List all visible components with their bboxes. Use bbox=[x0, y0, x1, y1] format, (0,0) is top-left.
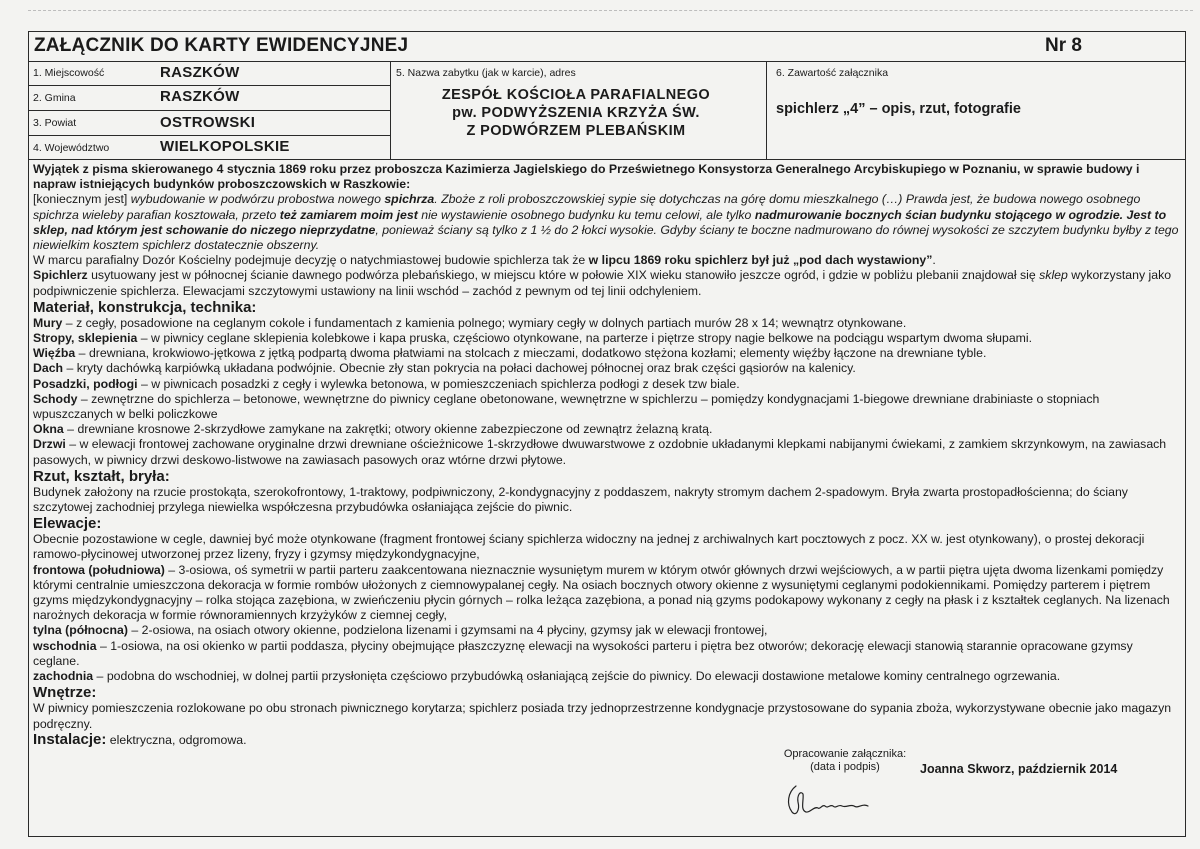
section-heading-material: Materiał, konstrukcja, technika: bbox=[33, 298, 257, 316]
instalacje-line: Instalacje: elektryczna, odgromowa. bbox=[33, 730, 247, 748]
section-heading-rzut: Rzut, kształt, bryła: bbox=[33, 467, 170, 485]
grid-line bbox=[390, 61, 391, 159]
material-item: Okna – drewniane krosnowe 2-skrzydłowe zamykane na zakrętki; otwory okienne zabezpieczone od zewnątrz żelazną kratą. bbox=[33, 422, 713, 437]
field-value-zawartosc: spichlerz „4” – opis, rzut, fotografie bbox=[776, 101, 1021, 117]
nazwa-line: Z PODWÓRZEM PLEBAŃSKIM bbox=[466, 123, 686, 139]
location-paragraph: Spichlerz usytuowany jest w północnej ścianie dawnego podwórza plebańskiego, w miejscu które w połowie XIX wieku stanowiło jeszcze ogród, i gdzie w pobliżu plebanii znajdował się sklep wykorzystany jako podpiwniczenie spichlerza. Elewacjami szczytowymi ustawiony na linii wschód – zachód z pewnym od tej linii odchyleniem. bbox=[33, 268, 1172, 298]
field-label-powiat: 3. Powiat bbox=[33, 117, 77, 129]
nazwa-line: ZESPÓŁ KOŚCIOŁA PARAFIALNEGO bbox=[441, 87, 711, 103]
wnetrze-paragraph: W piwnicy pomieszczenia rozlokowane po obu stronach piwnicznego korytarza; spichlerz posiada trzy jednoprzestrzenne kondygnacje przystosowane do sypania zboża, wykorzystywane obecnie jako magazyn podręczny. bbox=[33, 701, 1172, 731]
scan-edge-line bbox=[28, 10, 1193, 11]
material-item: Stropy, sklepienia – w piwnicy ceglane sklepienia kolebkowe i kapa pruska, częściowo otynkowane, na parterze i piętrze stropy nagie belkowe na podciągu wspartym dwoma słupami. bbox=[33, 331, 1033, 346]
grid-line bbox=[28, 159, 1186, 160]
material-item: Schody – zewnętrzne do spichlerza – betonowe, wewnętrzne do piwnicy ceglane obetonowane, wewnętrzne w spichlerzu – pomiędzy kondygnacjami 1-biegowe drewniane drabiniaste o stopniach wpuszczanych w belki policzkowe bbox=[33, 391, 1100, 422]
elewacja-item: wschodnia – 1-osiowa, na osi okienko w partii poddasza, płyciny obejmujące płaszczyznę elewacji na wysokości parteru i piętra bez otworów; dekorację elewacji stanowią starannie opracowane gzymsy ceglane. bbox=[33, 638, 1133, 668]
material-item: Drzwi – w elewacji frontowej zachowane oryginalne drzwi drewniane ościeżnicowe 1-skrzydłowe dwuwarstwowe z ozdobnie układanymi klepkami nabijanymi ćwiekami, z zamkiem skrzynkowym, na zawiasach pasowych, w piwnicy drzwi deskowo-listwowe na zawiasach pasowych oraz wtórne drzwi płytowe. bbox=[33, 437, 1167, 467]
field-label-nazwa: 5. Nazwa zabytku (jak w karcie), adres bbox=[396, 67, 576, 79]
elewacje-intro: Obecnie pozostawione w cegle, dawniej być może otynkowane (fragment frontowej ściany spichlerza widoczny na jednej z archiwalnych kart pocztowych z pocz. XX w. jest otynkowany), o prostej dekoracji ramowo-płycinowej utworzonej przez lizeny, fryzy i gzymsy międzykondygnacyjne, bbox=[33, 532, 1145, 562]
field-label-gmina: 2. Gmina bbox=[33, 92, 76, 104]
material-item: Więźba – drewniana, krokwiowo-jętkowa z jętką podpartą dwoma płatwiami na stolcach z mieczami, dodatkowo stężona kozłami; elementy więźby łączone na drewniane tyble. bbox=[33, 346, 987, 361]
document-title: ZAŁĄCZNIK DO KARTY EWIDENCYJNEJ bbox=[34, 35, 409, 56]
material-item: Dach – kryty dachówką karpiówką układana podwójnie. Obecnie zły stan pokrycia na połaci dachowej północnej oraz brak części gąsiorów na kalenicy. bbox=[33, 361, 856, 376]
material-item: Posadzki, podłogi – w piwnicach posadzki z cegły i wylewka betonowa, w pomieszczeniach spichlerza podłogi z desek tzw biale. bbox=[33, 376, 740, 391]
footer-label-line: Opracowanie załącznika: bbox=[783, 748, 907, 760]
footer-author: Joanna Skworz, październik 2014 bbox=[920, 762, 1118, 776]
section-heading-wnetrze: Wnętrze: bbox=[33, 684, 97, 702]
footer-label bbox=[780, 748, 910, 774]
document-body bbox=[33, 162, 1181, 748]
document-number: Nr 8 bbox=[1045, 35, 1082, 56]
intro-paragraph: Wyjątek z pisma skierowanego 4 stycznia 1869 roku przez proboszcza Kazimierza Jagielskiego do Prześwietnego Konsystorza Generalnego Arcybiskupiego w Poznaniu, w sprawie budowy i napraw istniejących budynków proboszczowskich w Raszkowie: bbox=[33, 162, 1140, 192]
footer-label-line: (data i podpis) bbox=[810, 761, 880, 773]
material-item: Mury – z cegły, posadowione na ceglanym cokole i fundamentach z kamienia polnego; wymiary cegły w dolnych partiach murów 28 x 14; wewnątrz otynkowane. bbox=[33, 315, 907, 330]
field-label-miejscowosc: 1. Miejscowość bbox=[33, 67, 105, 79]
field-label-wojewodztwo: 4. Województwo bbox=[33, 142, 110, 154]
field-value-nazwa bbox=[392, 86, 760, 140]
field-value-powiat: OSTROWSKI bbox=[160, 114, 256, 131]
field-value-miejscowosc: RASZKÓW bbox=[160, 64, 240, 81]
elewacja-item: zachodnia – podobna do wschodniej, w dolnej partii przysłonięta częściowo przybudówką osłaniającą zejście do piwnicy. Do elewacji dostawione metalowe kominy centralnego ogrzewania. bbox=[33, 669, 1061, 684]
grid-line bbox=[28, 110, 390, 111]
rzut-paragraph: Budynek założony na rzucie prostokąta, szerokofrontowy, 1-traktowy, podpiwniczony, 2-kondygnacyjny z poddaszem, nakryty stromym dachem 2-spadowym. Bryła zwarta prostopadłościenna; do ściany szczytowej zachodniej przylega niewielka współczesna przybudówka osłaniająca zejście do piwnic. bbox=[33, 484, 1128, 515]
grid-line bbox=[28, 135, 390, 136]
field-label-zawartosc: 6. Zawartość załącznika bbox=[776, 67, 889, 79]
elewacja-item: frontowa (południowa) – 3-osiowa, oś symetrii w partii parteru zaakcentowana nieznacznie wysuniętym murem w którym otwór głównych drzwi wejściowych, a w partii piętra ujęta dwoma lizenkami pomiędzy którymi centralnie umieszczona dekoracja w formie rombów ułożonych z ciemnowypalanej cegły. Na osiach bocznych otwory okienne z wysuniętymi ceglanymi podokiennikami. Pomiędzy parterem i piętrem gzyms międzykondygnacyjny – rolka stojąca zazębiona, w zwieńczeniu płycin górnych – rolka leżąca zazębiona, a ponad nią gzyms podokapowy wykonany z cegły na płask i z kształtek ceglanych. Na lizenach narożnych dekoracja w formie równoramiennych krzyżyków z ciemnej cegły, bbox=[33, 562, 1170, 623]
field-value-gmina: RASZKÓW bbox=[160, 88, 240, 105]
section-heading-elewacje: Elewacje: bbox=[33, 515, 102, 533]
grid-line bbox=[28, 61, 1186, 62]
elewacja-item: tylna (północna) – 2-osiowa, na osiach otwory okienne, podzielona lizenami i gzymsami na 4 płyciny, gzymsy jak w elewacji frontowej, bbox=[33, 623, 768, 638]
grid-line bbox=[766, 61, 767, 159]
signature bbox=[770, 782, 890, 820]
field-value-wojewodztwo: WIELKOPOLSKIE bbox=[160, 138, 290, 155]
decision-paragraph: W marcu parafialny Dozór Kościelny podejmuje decyzję o natychmiastowej budowie spichlerza tak że w lipcu 1869 roku spichlerz był już „pod dach wystawiony”. bbox=[33, 253, 936, 268]
grid-line bbox=[28, 85, 390, 86]
nazwa-line: pw. PODWYŻSZENIA KRZYŻA ŚW. bbox=[452, 105, 700, 121]
quote-paragraph: [koniecznym jest] wybudowanie w podwórzu probostwa nowego spichrza. Zboże z roli proboszczowskiej sypie się dotychczas na górę domu mieszkalnego (…) Prawda jest, że budowa nowego osobnego spichrza wieleby parafian kosztowała, przeto też zamiarem moim jest nie wystawienie osobnego budynku ku temu celowi, ale tylko nadmurowanie bocznych ścian budynku stojącego w ogrodzie. Jest to sklep, nad którym jest schowanie do niczego nieprzydatne, ponieważ ściany są tylko z 1 ½ do 2 łokci wysokie. Gdyby ściany te boczne nadmurowano do równej wysokości ze szczytem budynku byłby z tego niewielkim kosztem spichlerz dostatecznie obszerny. bbox=[33, 192, 1179, 253]
